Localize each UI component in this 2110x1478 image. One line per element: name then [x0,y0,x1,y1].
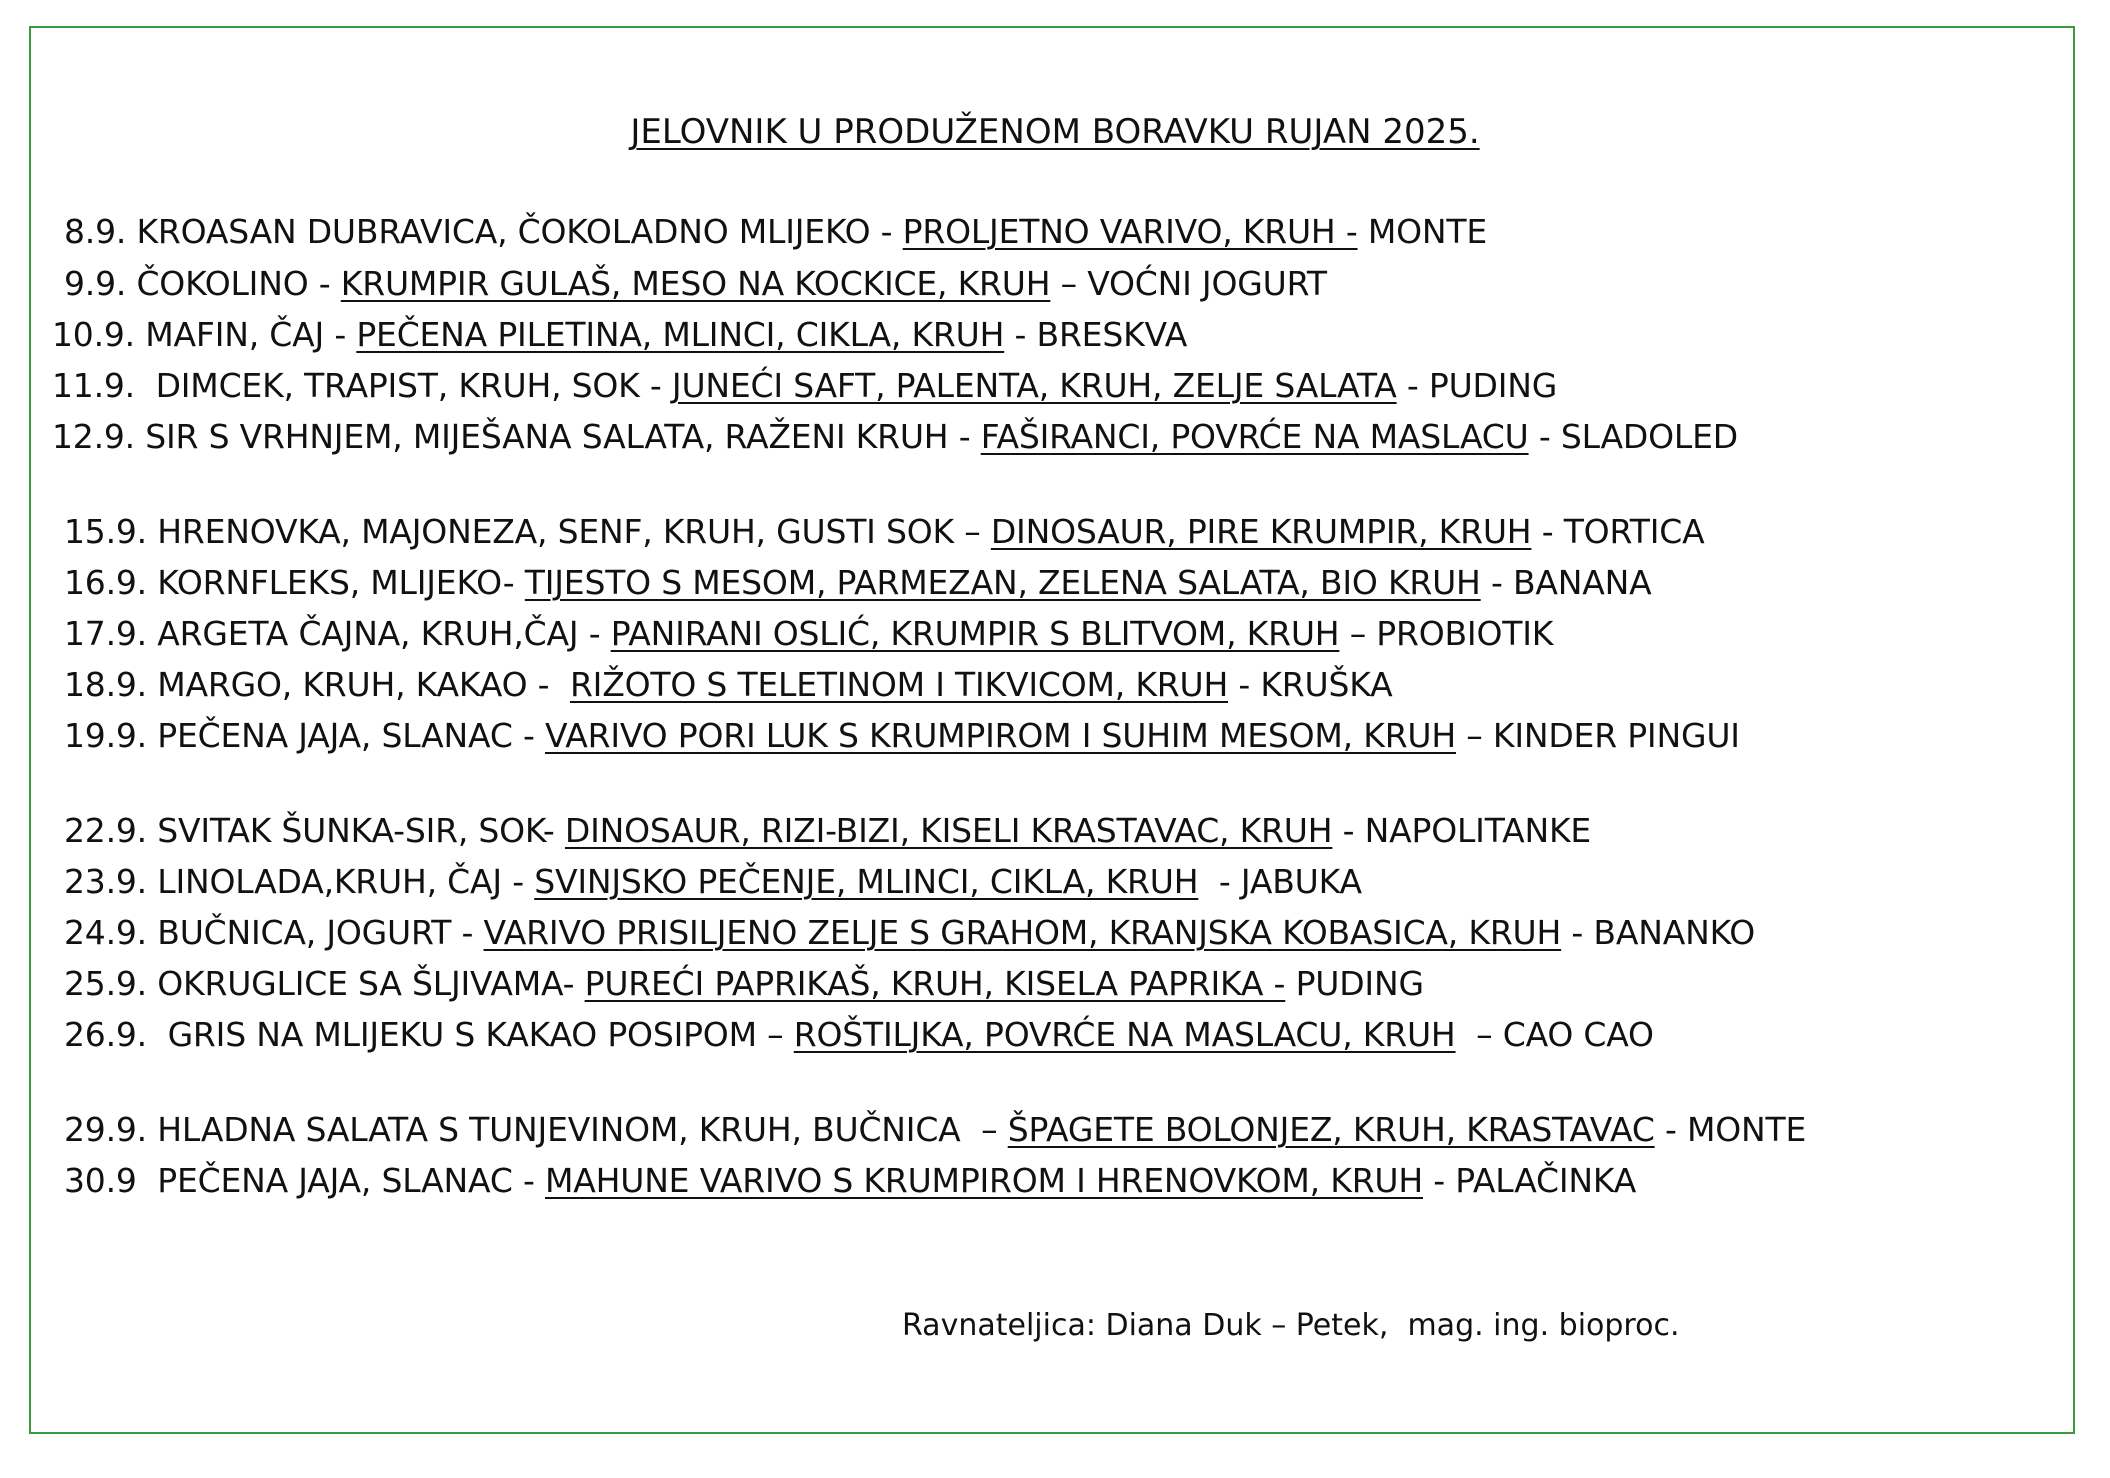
menu-snack: – KINDER PINGUI [1466,716,1740,755]
menu-lunch: DINOSAUR, RIZI-BIZI, KISELI KRASTAVAC, KRUH [564,811,1333,850]
menu-breakfast: LINOLADA,KRUH, ČAJ - [157,862,524,901]
menu-row [64,714,1740,758]
menu-row [64,510,1704,554]
menu-lunch: TIJESTO S MESOM, PARMEZAN, ZELENA SALATA, BIO KRUH [524,563,1481,602]
menu-lunch: MAHUNE VARIVO S KRUMPIROM I HRENOVKOM, KRUH [544,1161,1423,1200]
menu-breakfast: PEČENA JAJA, SLANAC - [157,716,535,755]
menu-snack: – VOĆNI JOGURT [1060,264,1327,303]
menu-breakfast: MAFIN, ČAJ - [145,315,347,354]
menu-lunch: SVINJSKO PEČENJE, MLINCI, CIKLA, KRUH [534,862,1199,901]
menu-lunch: PEČENA PILETINA, MLINCI, CIKLA, KRUH [356,315,1005,354]
menu-date: 24.9. [64,913,147,952]
menu-snack: MONTE [1367,212,1487,251]
menu-date: 10.9. [52,315,135,354]
menu-date: 18.9. [64,665,147,704]
menu-date: 12.9. [52,417,135,456]
menu-row [52,364,1557,408]
menu-date: 19.9. [64,716,147,755]
menu-breakfast: DIMCEK, TRAPIST, KRUH, SOK - [155,366,662,405]
menu-breakfast: KORNFLEKS, MLIJEKO- [157,563,515,602]
menu-date: 11.9. [52,366,146,405]
menu-date: 29.9. [64,1110,147,1149]
menu-breakfast: HRENOVKA, MAJONEZA, SENF, KRUH, GUSTI SOK – [157,512,981,551]
menu-snack: – PROBIOTIK [1349,614,1554,653]
menu-snack: - BANANA [1490,563,1652,602]
menu-title-text: JELOVNIK U PRODUŽENOM BORAVKU RUJAN 2025. [630,112,1480,152]
menu-lunch: DINOSAUR, PIRE KRUMPIR, KRUH [990,512,1532,551]
menu-lunch: RIŽOTO S TELETINOM I TIKVICOM, KRUH [569,665,1229,704]
menu-snack: - TORTICA [1541,512,1705,551]
menu-row [64,561,1652,605]
menu-row [64,663,1392,707]
menu-lunch: JUNEĆI SAFT, PALENTA, KRUH, ZELJE SALATA [671,366,1397,405]
menu-row [64,612,1553,656]
menu-date: 25.9. [64,964,147,1003]
menu-snack: – CAO CAO [1465,1015,1654,1054]
menu-snack: PUDING [1295,964,1424,1003]
menu-row [64,962,1424,1006]
menu-lunch: VARIVO PRISILJENO ZELJE S GRAHOM, KRANJSKA KOBASICA, KRUH [483,913,1562,952]
menu-breakfast: KROASAN DUBRAVICA, ČOKOLADNO MLIJEKO - [136,212,893,251]
menu-row [52,415,1738,459]
menu-breakfast: SVITAK ŠUNKA-SIR, SOK- [157,811,555,850]
menu-breakfast: ARGETA ČAJNA, KRUH,ČAJ - [157,614,601,653]
menu-row [64,262,1327,306]
menu-row [64,911,1755,955]
menu-row [64,860,1362,904]
menu-row [64,1159,1636,1203]
menu-row [52,313,1187,357]
menu-lunch: FAŠIRANCI, POVRĆE NA MASLACU [980,417,1529,456]
menu-breakfast: MARGO, KRUH, KAKAO - [157,665,560,704]
menu-date: 23.9. [64,862,147,901]
menu-snack: - KRUŠKA [1238,665,1393,704]
menu-date: 26.9. [64,1015,158,1054]
menu-row [64,1108,1806,1152]
menu-lunch: ROŠTILJKA, POVRĆE NA MASLACU, KRUH [793,1015,1456,1054]
menu-breakfast: ČOKOLINO - [136,264,331,303]
menu-breakfast: GRIS NA MLIJEKU S KAKAO POSIPOM – [167,1015,784,1054]
menu-date: 22.9. [64,811,147,850]
menu-row [64,210,1487,254]
menu-snack: - BANANKO [1571,913,1755,952]
menu-date: 9.9. [64,264,127,303]
menu-lunch: PUREĆI PAPRIKAŠ, KRUH, KISELA PAPRIKA - [584,964,1286,1003]
menu-breakfast: PEČENA JAJA, SLANAC - [157,1161,535,1200]
menu-date: 16.9. [64,563,147,602]
menu-breakfast: SIR S VRHNJEM, MIJEŠANA SALATA, RAŽENI KRUH - [145,417,971,456]
menu-lunch: KRUMPIR GULAŠ, MESO NA KOCKICE, KRUH [340,264,1051,303]
menu-row [64,1013,1654,1057]
menu-lunch: VARIVO PORI LUK S KRUMPIROM I SUHIM MESOM, KRUH [544,716,1456,755]
menu-lunch: PROLJETNO VARIVO, KRUH - [902,212,1358,251]
menu-lunch: PANIRANI OSLIĆ, KRUMPIR S BLITVOM, KRUH [610,614,1340,653]
signature: Ravnateljica: Diana Duk – Petek, mag. ing. bioproc. [902,1308,1680,1343]
menu-date: 30.9 [64,1161,147,1200]
menu-snack: - MONTE [1664,1110,1807,1149]
menu-breakfast: BUČNICA, JOGURT - [157,913,474,952]
menu-snack: - PALAČINKA [1433,1161,1637,1200]
menu-snack: - SLADOLED [1538,417,1738,456]
menu-date: 15.9. [64,512,147,551]
menu-breakfast: OKRUGLICE SA ŠLJIVAMA- [157,964,575,1003]
menu-snack: - BRESKVA [1014,315,1188,354]
menu-date: 17.9. [64,614,147,653]
menu-date: 8.9. [64,212,127,251]
menu-breakfast: HLADNA SALATA S TUNJEVINOM, KRUH, BUČNICA – [157,1110,998,1149]
menu-snack: - JABUKA [1208,862,1362,901]
menu-snack: - PUDING [1406,366,1558,405]
menu-snack: - NAPOLITANKE [1342,811,1592,850]
menu-lunch: ŠPAGETE BOLONJEZ, KRUH, KRASTAVAC [1007,1110,1655,1149]
menu-row [64,809,1591,853]
